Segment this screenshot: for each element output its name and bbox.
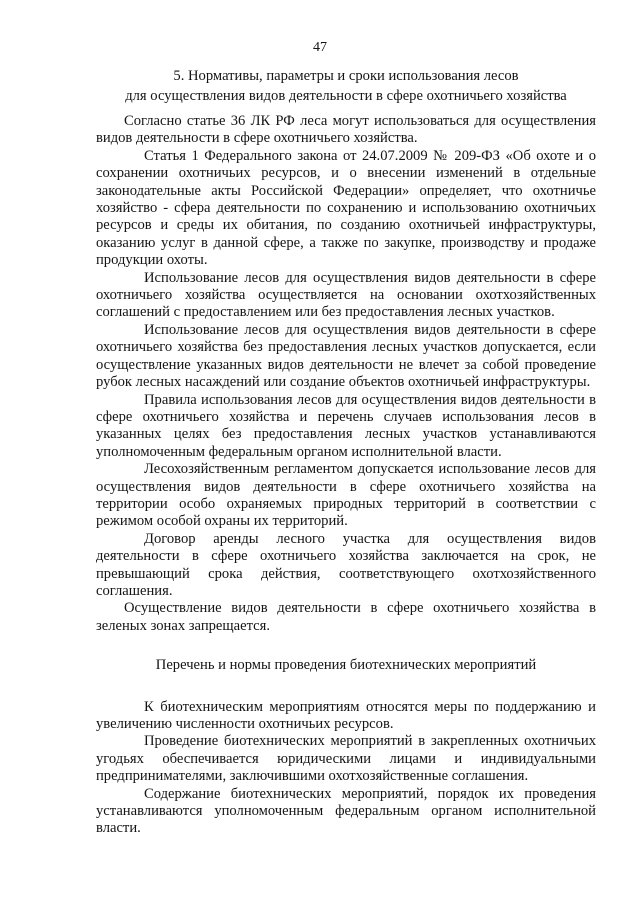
- section-heading: [96, 66, 596, 106]
- paragraph-protected-territories: Лесохозяйственным регламентом допускается использование лесов для осуществления видов деятельности в сфере охотничьего хозяйства на территории особо охраняемых природных территорий в соответствии с режимом особой охраны их территорий.: [96, 461, 596, 530]
- paragraph-biotech-conduct: Проведение биотехнических мероприятий в закрепленных охотничьих угодьях обеспечивается юридическими лицами и индивидуальными предпринимателями, заключившими охотхозяйственные соглашения.: [96, 733, 596, 785]
- paragraph-usage-rules: Правила использования лесов для осуществления видов деятельности в сфере охотничьего хозяйства и перечень случаев использования лесов в указанных целях без предоставления лесных участков устанавливаются уполномоченным федеральным органом исполнительной власти.: [96, 391, 596, 460]
- paragraph-federal-law-definition: Статья 1 Федерального закона от 24.07.2009 № 209-ФЗ «Об охоте и о сохранении охотничьих ресурсов, и о внесении изменений в отдельные законодательные акты Российской Федерации» определяет, что охотничье хозяйство - сфера деятельности по сохранению и использованию охотничьих ресурсов и среды их обитания, по созданию охотничьей инфраструктуры, оказанию услуг в данной сфере, а также по закупке, производству и продаже продукции охоты.: [96, 147, 596, 269]
- section-heading-line-2: для осуществления видов деятельности в сфере охотничьего хозяйства: [125, 88, 567, 104]
- subsection-heading: Перечень и нормы проведения биотехнических мероприятий: [155, 657, 537, 674]
- page-number: 47: [313, 40, 327, 55]
- section-body: [96, 113, 596, 838]
- paragraph-biotech-content: Содержание биотехнических мероприятий, порядок их проведения устанавливаются уполномоченным федеральным органом исполнительной власти.: [96, 785, 596, 837]
- paragraph-lease-agreement: Договор аренды лесного участка для осуществления видов деятельности в сфере охотничьего хозяйства заключается на срок, не превышающий срока действия, соответствующего охотхозяйственного соглашения.: [96, 530, 596, 599]
- paragraph-without-plots: Использование лесов для осуществления видов деятельности в сфере охотничьего хозяйства без предоставления лесных участков допускается, если осуществление указанных видов деятельности не влечет за собой проведение рубок лесных насаждений или создание объектов охотничьей инфраструктуры.: [96, 321, 596, 391]
- paragraph-green-zones: Осуществление видов деятельности в сфере охотничьего хозяйства в зеленых зонах запрещается.: [96, 600, 596, 634]
- paragraph-article-36: Согласно статье 36 ЛК РФ леса могут использоваться для осуществления видов деятельности в сфере охотничьего хозяйства.: [96, 113, 596, 147]
- paragraph-biotech-definition: К биотехническим мероприятиям относятся меры по поддержанию и увеличению численности охотничьих ресурсов.: [96, 698, 596, 732]
- section-heading-line-1: 5. Нормативы, параметры и сроки использования лесов: [173, 68, 519, 84]
- paragraph-hunting-agreements: Использование лесов для осуществления видов деятельности в сфере охотничьего хозяйства осуществляется на основании охотхозяйственных соглашений с предоставлением или без предоставления лесных участков.: [96, 269, 596, 321]
